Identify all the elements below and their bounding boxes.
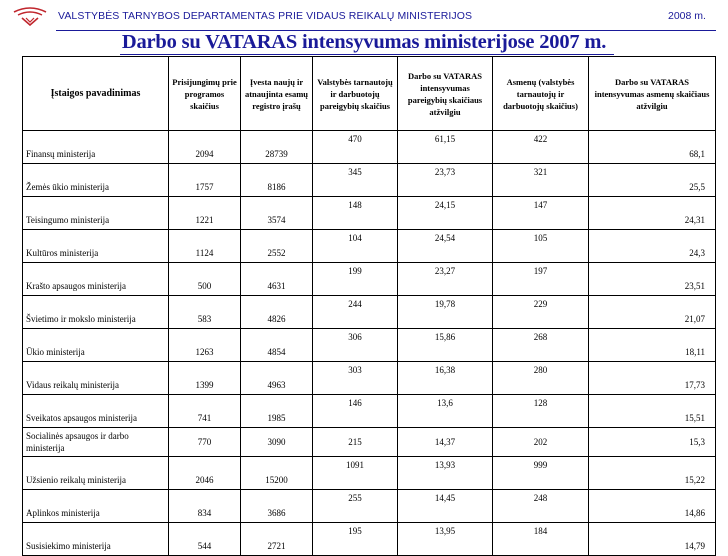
- table-cell: 195: [313, 523, 398, 556]
- table-cell: 303: [313, 362, 398, 395]
- table-cell: 13,93: [398, 457, 493, 490]
- table-row: [23, 490, 716, 523]
- table-cell: 8186: [241, 164, 313, 197]
- intensity-per-person: 15,22: [589, 457, 716, 490]
- ministry-name: Finansų ministerija: [23, 131, 169, 164]
- table-cell: 255: [313, 490, 398, 523]
- ministry-name: Kultūros ministerija: [23, 230, 169, 263]
- table-row: [23, 457, 716, 490]
- column-header: Valstybės tarnautojų ir darbuotojų pareigybių skaičius: [313, 57, 398, 131]
- ministry-name: Ūkio ministerija: [23, 329, 169, 362]
- table-cell: 24,15: [398, 197, 493, 230]
- table-cell: 16,38: [398, 362, 493, 395]
- table-cell: 4826: [241, 296, 313, 329]
- table-cell: 197: [493, 263, 589, 296]
- table-cell: 15,86: [398, 329, 493, 362]
- table-row: [23, 329, 716, 362]
- table-cell: 280: [493, 362, 589, 395]
- ministry-name: Sveikatos apsaugos ministerija: [23, 395, 169, 428]
- table-cell: 306: [313, 329, 398, 362]
- table-cell: 28739: [241, 131, 313, 164]
- table-cell: 4854: [241, 329, 313, 362]
- table-cell: 229: [493, 296, 589, 329]
- ministry-name: Švietimo ir mokslo ministerija: [23, 296, 169, 329]
- ministry-name: Žemės ūkio ministerija: [23, 164, 169, 197]
- table-cell: 14,45: [398, 490, 493, 523]
- ministries-table: [22, 56, 716, 556]
- column-header: Prisijungimų prie programos skaičius: [169, 57, 241, 131]
- department-logo-icon: [12, 6, 48, 26]
- column-header: Asmenų (valstybės tarnautojų ir darbuotojų skaičius): [493, 57, 589, 131]
- intensity-per-person: 17,73: [589, 362, 716, 395]
- table-cell: 104: [313, 230, 398, 263]
- table-cell: 24,54: [398, 230, 493, 263]
- table-row: [23, 197, 716, 230]
- intensity-per-person: 15,3: [589, 428, 716, 457]
- column-header: Darbo su VATARAS intensyvumas asmenų skaičiaus atžvilgiu: [589, 57, 716, 131]
- table-cell: 1263: [169, 329, 241, 362]
- table-cell: 244: [313, 296, 398, 329]
- table-cell: 1124: [169, 230, 241, 263]
- table-cell: 2552: [241, 230, 313, 263]
- table-cell: 13,95: [398, 523, 493, 556]
- table-cell: 770: [169, 428, 241, 457]
- intensity-per-person: 24,31: [589, 197, 716, 230]
- table-cell: 500: [169, 263, 241, 296]
- table-row: [23, 230, 716, 263]
- ministry-name: Aplinkos ministerija: [23, 490, 169, 523]
- table-row: [23, 523, 716, 556]
- table-cell: 834: [169, 490, 241, 523]
- top-bar: [0, 0, 728, 32]
- table-cell: 184: [493, 523, 589, 556]
- table-cell: 202: [493, 428, 589, 457]
- table-cell: 248: [493, 490, 589, 523]
- table-row: [23, 296, 716, 329]
- table-cell: 1757: [169, 164, 241, 197]
- table-cell: 147: [493, 197, 589, 230]
- table-cell: 146: [313, 395, 398, 428]
- column-header: Darbo su VATARAS intensyvumas pareigybių skaičiaus atžvilgiu: [398, 57, 493, 131]
- ministry-name: Krašto apsaugos ministerija: [23, 263, 169, 296]
- table-cell: 105: [493, 230, 589, 263]
- table-row: [23, 362, 716, 395]
- table-cell: 3574: [241, 197, 313, 230]
- table-cell: 1091: [313, 457, 398, 490]
- column-header: Įstaigos pavadinimas: [23, 57, 169, 131]
- ministry-name: Socialinės apsaugos ir darbo ministerija: [23, 428, 169, 457]
- table-cell: 215: [313, 428, 398, 457]
- table-cell: 3090: [241, 428, 313, 457]
- table-cell: 422: [493, 131, 589, 164]
- table-cell: 23,27: [398, 263, 493, 296]
- table-cell: 4631: [241, 263, 313, 296]
- intensity-per-person: 15,51: [589, 395, 716, 428]
- table-row: [23, 428, 716, 457]
- table-cell: 268: [493, 329, 589, 362]
- intensity-per-person: 18,11: [589, 329, 716, 362]
- table-cell: 1221: [169, 197, 241, 230]
- table-cell: 128: [493, 395, 589, 428]
- organization-name: VALSTYBĖS TARNYBOS DEPARTAMENTAS PRIE VIDAUS REIKALŲ MINISTERIJOS: [58, 10, 473, 22]
- table-cell: 4963: [241, 362, 313, 395]
- intensity-per-person: 24,3: [589, 230, 716, 263]
- intensity-per-person: 14,79: [589, 523, 716, 556]
- report-year: 2008 m.: [668, 10, 706, 22]
- table-cell: 741: [169, 395, 241, 428]
- table-cell: 19,78: [398, 296, 493, 329]
- intensity-per-person: 21,07: [589, 296, 716, 329]
- table-cell: 15200: [241, 457, 313, 490]
- table-cell: 544: [169, 523, 241, 556]
- table-row: [23, 395, 716, 428]
- table-cell: 13,6: [398, 395, 493, 428]
- table-cell: 1399: [169, 362, 241, 395]
- table-cell: 470: [313, 131, 398, 164]
- ministry-name: Užsienio reikalų ministerija: [23, 457, 169, 490]
- ministry-name: Teisingumo ministerija: [23, 197, 169, 230]
- page-title: Darbo su VATARAS intensyvumas ministerijose 2007 m.: [121, 31, 607, 53]
- intensity-per-person: 25,5: [589, 164, 716, 197]
- table-cell: 1985: [241, 395, 313, 428]
- table-row: [23, 164, 716, 197]
- table-cell: 2046: [169, 457, 241, 490]
- title-underline: [120, 54, 614, 55]
- table-row: [23, 131, 716, 164]
- table-cell: 61,15: [398, 131, 493, 164]
- intensity-per-person: 23,51: [589, 263, 716, 296]
- table-cell: 2721: [241, 523, 313, 556]
- intensity-per-person: 68,1: [589, 131, 716, 164]
- table-cell: 345: [313, 164, 398, 197]
- table-cell: 3686: [241, 490, 313, 523]
- table-cell: 2094: [169, 131, 241, 164]
- ministry-name: Susisiekimo ministerija: [23, 523, 169, 556]
- table-cell: 23,73: [398, 164, 493, 197]
- ministry-name: Vidaus reikalų ministerija: [23, 362, 169, 395]
- table-cell: 583: [169, 296, 241, 329]
- column-header: Įvesta naujų ir atnaujinta esamų registro įrašų: [241, 57, 313, 131]
- table-cell: 14,37: [398, 428, 493, 457]
- table-header-row: [23, 57, 716, 131]
- table-row: [23, 263, 716, 296]
- intensity-per-person: 14,86: [589, 490, 716, 523]
- table-body: [23, 131, 716, 556]
- table-cell: 321: [493, 164, 589, 197]
- table-cell: 148: [313, 197, 398, 230]
- table-cell: 199: [313, 263, 398, 296]
- table-cell: 999: [493, 457, 589, 490]
